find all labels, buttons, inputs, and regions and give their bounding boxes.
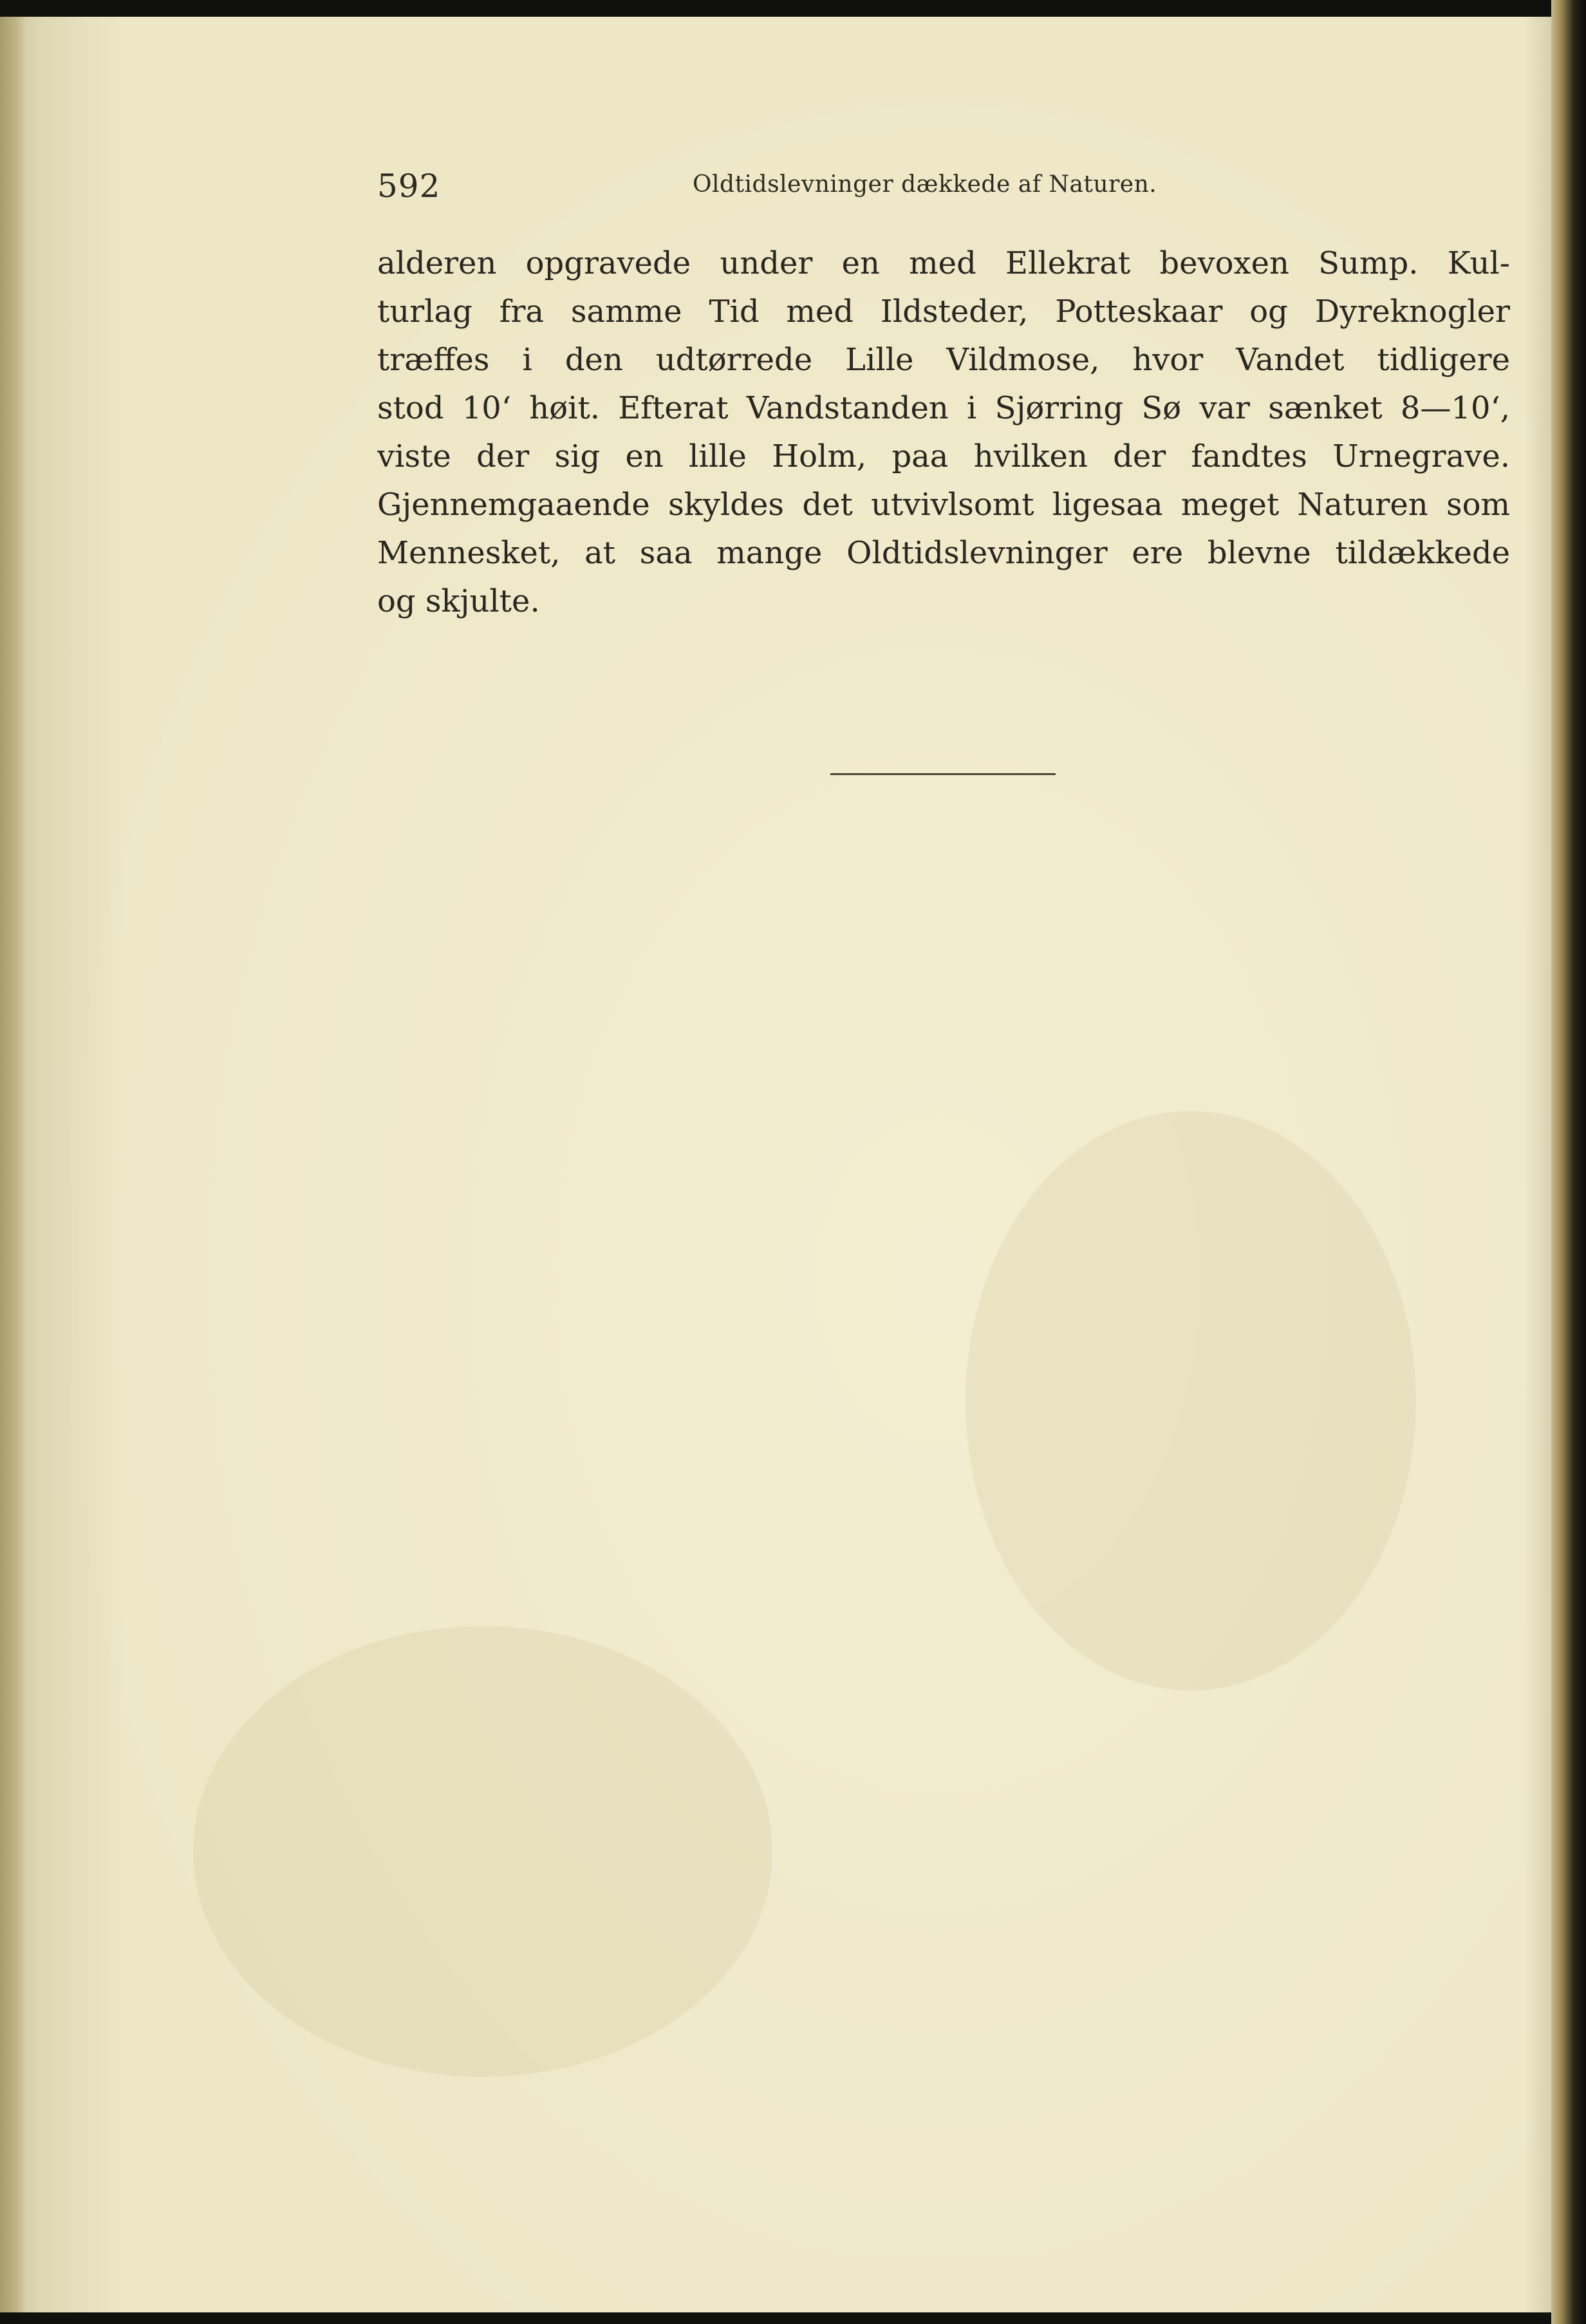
text-line: Mennesket, at saa mange Oldtidslevninger ere blevne tildækkede xyxy=(377,535,1510,571)
text-line: stod 10ʻ høit. Efterat Vandstanden i Sjørring Sø var sænket 8—10ʻ, xyxy=(377,390,1510,426)
running-header xyxy=(377,164,1265,209)
book-spine-edge xyxy=(1551,0,1586,2324)
running-title: Oldtidslevninger dækkede af Naturen. xyxy=(693,171,1157,198)
body-paragraph xyxy=(377,239,1510,626)
text-line: træffes i den udtørrede Lille Vildmose, hvor Vandet tidligere xyxy=(377,342,1510,378)
page-number: 592 xyxy=(377,167,441,205)
text-line: viste der sig en lille Holm, paa hvilken der fandtes Urnegrave. xyxy=(377,438,1510,474)
page-left-edge xyxy=(0,17,26,2312)
paper-stain xyxy=(193,1626,772,2077)
text-line: Gjennemgaaende skyldes det utvivlsomt ligesaa meget Naturen som xyxy=(377,487,1510,523)
paper-stain xyxy=(966,1111,1416,1691)
text-line: turlag fra samme Tid med Ildsteder, Potteskaar og Dyreknogler xyxy=(377,294,1510,330)
section-divider-rule xyxy=(830,773,1056,775)
text-line: og skjulte. xyxy=(377,583,540,619)
text-line: alderen opgravede under en med Ellekrat bevoxen Sump. Kul- xyxy=(377,245,1510,281)
